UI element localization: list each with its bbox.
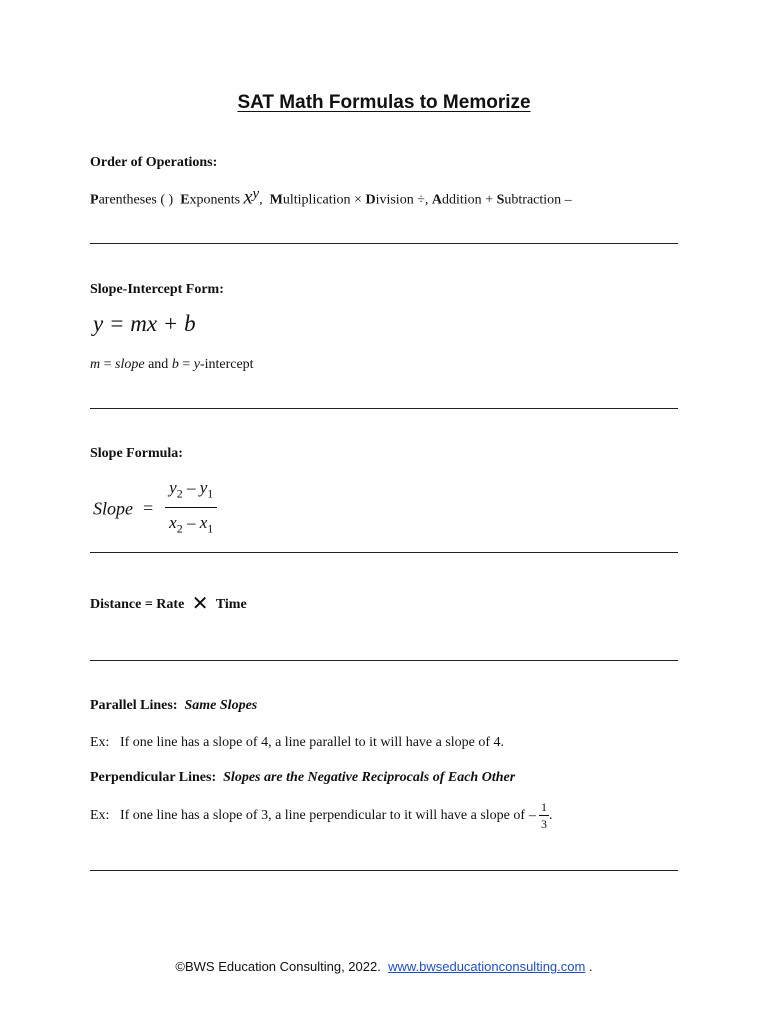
slope-fraction <box>165 474 217 544</box>
a-initial: A <box>431 192 443 208</box>
y-variable: y <box>193 357 200 372</box>
equals-text: = <box>100 357 116 372</box>
slope-intercept-formula: y = mx + b <box>93 311 196 336</box>
perpendicular-lines-description: Slopes are the Negative Reciprocals of Each Other <box>223 770 516 785</box>
slope-formula-heading: Slope Formula: <box>90 446 183 461</box>
x2-variable: x <box>169 513 177 533</box>
intercept-text: -intercept <box>199 357 254 372</box>
addition-text: ddition <box>442 192 482 208</box>
subscript-2: 2 <box>176 521 183 536</box>
minus-symbol: – <box>564 192 572 208</box>
fraction-numerator: 1 <box>541 800 548 814</box>
b-variable: b <box>171 357 179 372</box>
divider-2 <box>90 408 678 409</box>
copyright-text: ©BWS Education Consulting, 2022. <box>175 959 381 974</box>
exponents-text: xponents <box>189 192 241 208</box>
divide-symbol: ÷ <box>417 192 425 208</box>
e-initial: E <box>180 192 190 208</box>
exponent-power: y <box>252 186 260 202</box>
minus-symbol: – <box>186 513 196 533</box>
footer-period: . <box>588 959 593 974</box>
y2-variable: y <box>169 478 177 497</box>
page-title: SAT Math Formulas to Memorize <box>237 92 531 113</box>
perpendicular-example <box>90 799 553 832</box>
perpendicular-example-text: Ex: If one line has a slope of 3, a line perpendicular to it will have a slope of <box>90 807 526 823</box>
period: . <box>549 807 553 823</box>
minus-symbol: – <box>186 478 196 497</box>
s-initial: S <box>496 192 505 208</box>
distance-formula <box>90 591 247 616</box>
subtraction-text: ubtraction <box>504 192 562 208</box>
slope-intercept-heading: Slope-Intercept Form: <box>90 282 224 297</box>
subscript-2: 2 <box>176 486 183 501</box>
divider-3 <box>90 552 678 553</box>
order-of-operations-line: Parentheses ( ) Exponents $x^y$, Multiplication × Division ÷, Addition + Subtraction – <box>90 186 572 209</box>
negative-sign: – <box>529 807 537 823</box>
order-of-operations-heading: Order of Operations: <box>90 155 218 170</box>
reciprocal-fraction <box>539 799 549 832</box>
slope-equals: = <box>143 498 154 519</box>
slope-denominator <box>165 508 217 543</box>
multiplication-text: ultiplication <box>282 192 351 208</box>
parallel-example: Ex: If one line has a slope of 4, a line parallel to it will have a slope of 4. <box>90 735 505 750</box>
subscript-1: 1 <box>207 486 214 501</box>
and-text: and <box>144 357 172 372</box>
y1-variable: y <box>199 478 208 497</box>
x1-variable: x <box>199 513 208 533</box>
footer <box>0 959 768 974</box>
parallel-lines-line <box>90 698 257 714</box>
parallel-lines-heading: Parallel Lines: <box>90 698 178 713</box>
equals-text: = <box>178 357 194 372</box>
distance-rate-text: Distance = Rate <box>90 597 185 612</box>
times-symbol: × <box>354 192 362 208</box>
slope-intercept-definition <box>90 357 254 373</box>
fraction-denominator: 3 <box>541 817 548 831</box>
p-initial: P <box>90 192 99 208</box>
division-text: ivision <box>375 192 414 208</box>
perpendicular-lines-heading: Perpendicular Lines: <box>90 770 217 785</box>
slope-word: slope <box>115 357 145 372</box>
subscript-1: 1 <box>207 521 214 536</box>
exponent-base: x <box>243 186 253 209</box>
slope-formula <box>93 474 217 544</box>
perpendicular-lines-line <box>90 770 515 786</box>
time-text: Time <box>215 597 247 612</box>
plus-symbol: + <box>485 192 494 208</box>
parallel-lines-description: Same Slopes <box>184 698 258 713</box>
parentheses-text: arentheses ( ) <box>98 192 174 208</box>
website-link[interactable]: www.bwseducationconsulting.com <box>388 959 586 974</box>
slope-numerator <box>165 474 217 508</box>
divider-5 <box>90 870 678 871</box>
times-icon: ✕ <box>191 593 209 615</box>
m-variable: m <box>90 357 101 372</box>
divider-1 <box>90 243 678 244</box>
d-initial: D <box>365 192 376 208</box>
slope-lhs: Slope <box>93 498 133 519</box>
divider-4 <box>90 660 678 661</box>
m-initial: M <box>269 192 283 208</box>
